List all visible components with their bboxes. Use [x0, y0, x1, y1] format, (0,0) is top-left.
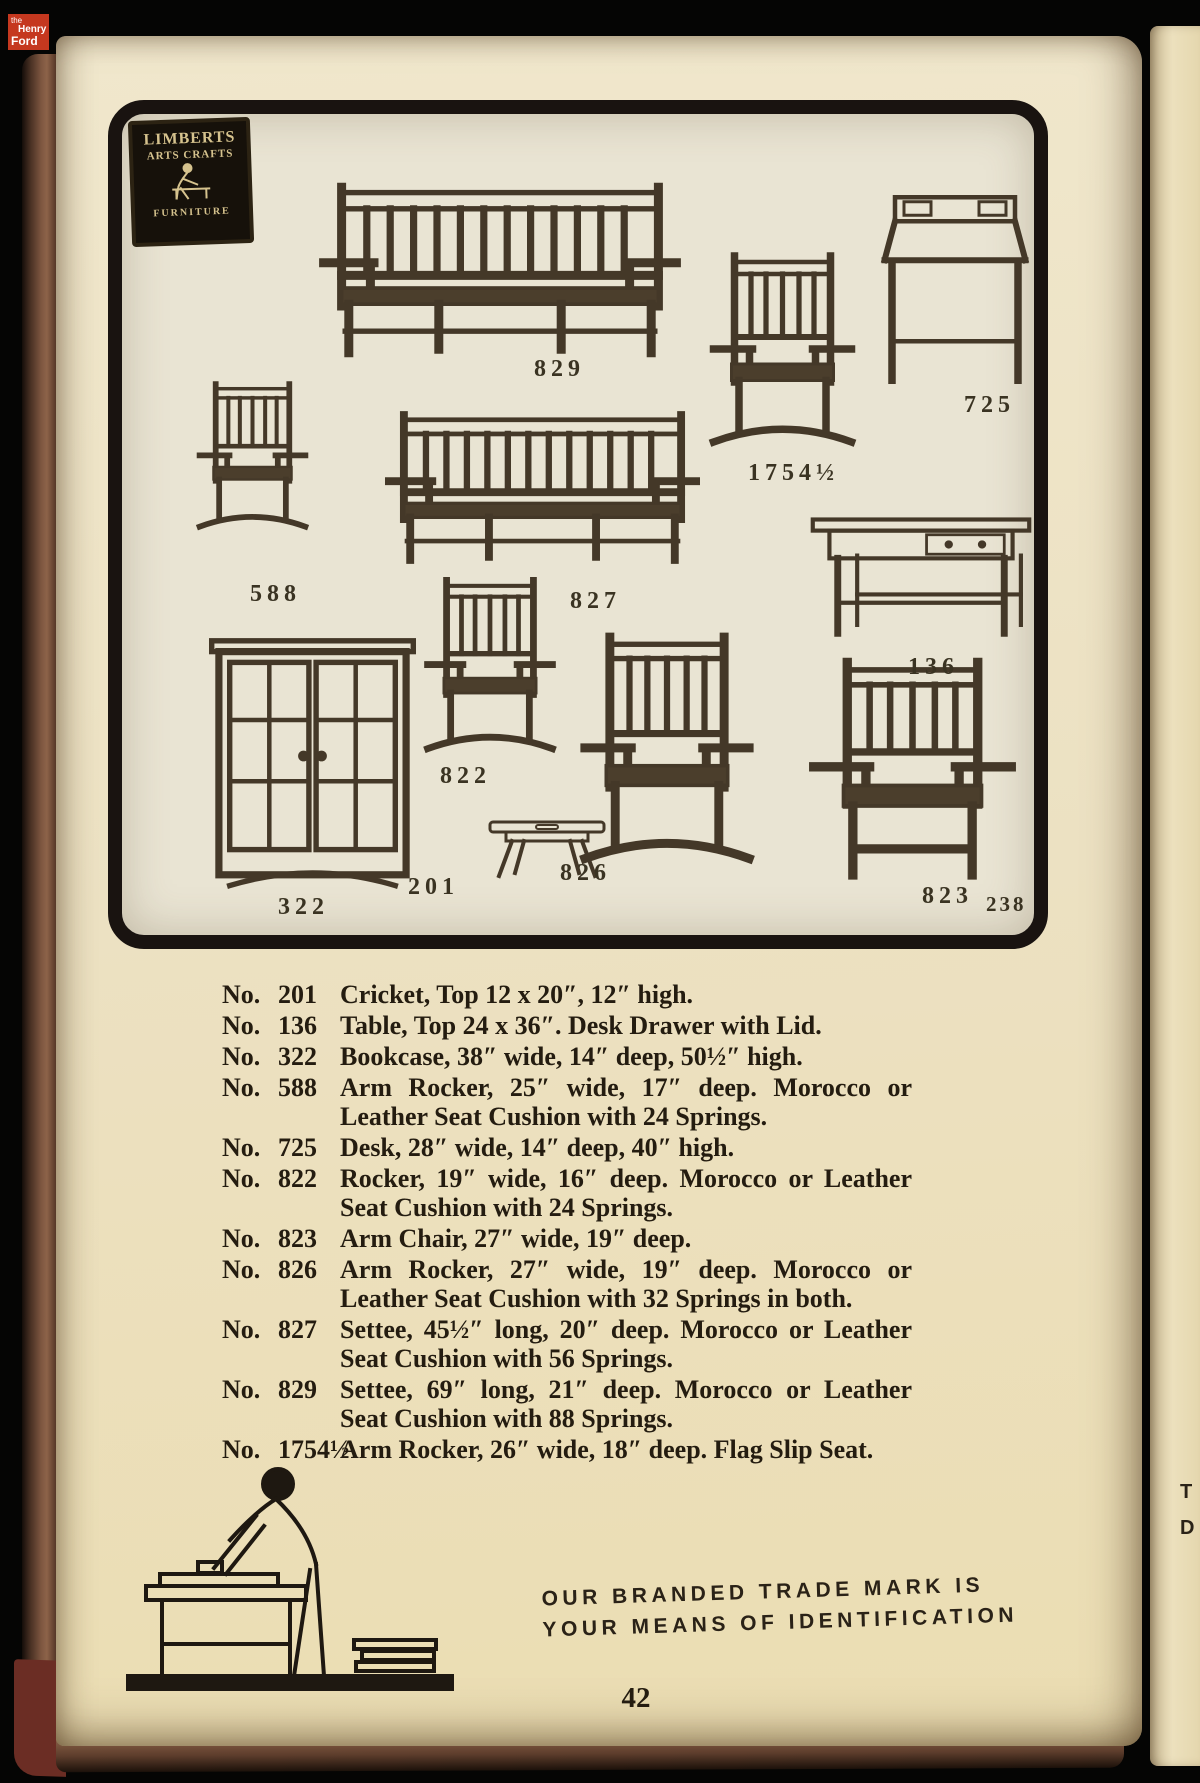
plate-label-1754: 1754½	[748, 460, 839, 486]
row-number: 829	[278, 1375, 317, 1404]
row-description: Rocker, 19″ wide, 16″ deep. Morocco or Leather Seat Cushion with 24 Springs.	[340, 1164, 912, 1222]
catalog-row-588	[222, 1073, 982, 1131]
table-136-illustration	[813, 520, 1029, 634]
catalog-row-725	[222, 1133, 982, 1162]
row-prefix: No.	[222, 1315, 261, 1344]
facing-page-sliver	[1150, 26, 1200, 1766]
row-number: 136	[278, 1011, 317, 1040]
row-prefix: No.	[222, 1073, 261, 1102]
row-prefix: No.	[222, 1224, 261, 1253]
rocker-588-illustration	[200, 384, 306, 527]
row-description: Settee, 69″ long, 21″ deep. Morocco or Leather Seat Cushion with 88 Springs.	[340, 1375, 912, 1433]
plate-label-201: 201	[408, 874, 459, 900]
craftsman-illustration	[126, 1444, 456, 1724]
page-number: 42	[621, 1682, 651, 1714]
logo-ford: Ford	[11, 34, 38, 48]
illustration-plate	[108, 100, 1048, 949]
catalog-row-823	[222, 1224, 982, 1253]
row-number: 1754½	[278, 1435, 350, 1464]
row-number: 201	[278, 980, 317, 1009]
row-description: Bookcase, 38″ wide, 14″ deep, 50½″ high.	[340, 1042, 803, 1071]
plate-label-829: 829	[534, 356, 585, 382]
row-description: Arm Rocker, 25″ wide, 17″ deep. Morocco or Leather Seat Cushion with 24 Springs.	[340, 1073, 912, 1131]
plate-label-822: 822	[440, 763, 491, 789]
badge-line3: FURNITURE	[153, 205, 231, 220]
catalog-row-322	[222, 1042, 982, 1071]
row-prefix: No.	[222, 1133, 261, 1162]
settee-829-illustration	[324, 187, 677, 353]
row-number: 322	[278, 1042, 317, 1071]
row-description: Settee, 45½″ long, 20″ deep. Morocco or Leather Seat Cushion with 56 Springs.	[340, 1315, 912, 1373]
plate-label-322: 322	[278, 894, 329, 920]
row-description: Table, Top 24 x 36″. Desk Drawer with Lid.	[340, 1011, 822, 1040]
badge-line1: LIMBERTS	[143, 128, 236, 149]
tagline-line2: YOUR MEANS OF IDENTIFICATION	[542, 1603, 1019, 1642]
row-description: Arm Rocker, 27″ wide, 19″ deep. Morocco or Leather Seat Cushion with 32 Springs in both.	[340, 1255, 912, 1313]
row-prefix: No.	[222, 1011, 261, 1040]
tagline-line1: OUR BRANDED TRADE MARK IS	[541, 1573, 985, 1611]
bookcase-322-illustration	[212, 641, 414, 886]
rocker-826-illustration	[585, 637, 749, 858]
row-description: Arm Chair, 27″ wide, 19″ deep.	[340, 1224, 692, 1253]
rocker-1754-illustration	[714, 256, 852, 442]
row-prefix: No.	[222, 1375, 261, 1404]
row-prefix: No.	[222, 980, 261, 1009]
facing-page-partial-text-1: T	[1180, 1481, 1195, 1503]
row-number: 823	[278, 1224, 317, 1253]
henry-ford-logo	[8, 14, 49, 50]
plate-label-136: 136	[908, 654, 959, 680]
catalog-row-829	[222, 1375, 982, 1433]
catalog-row-826	[222, 1255, 982, 1313]
row-prefix: No.	[222, 1164, 261, 1193]
catalog-page	[56, 36, 1142, 1746]
settee-827-illustration	[388, 415, 697, 560]
row-description: Arm Rocker, 26″ wide, 18″ deep. Flag Slip Seat.	[340, 1435, 874, 1464]
catalog-row-827	[222, 1315, 982, 1373]
limberts-trademark-badge	[128, 117, 254, 247]
trademark-tagline	[541, 1569, 1018, 1646]
plate-label-826: 826	[560, 860, 611, 886]
row-description: Desk, 28″ wide, 14″ deep, 40″ high.	[340, 1133, 735, 1162]
logo-henry: Henry	[18, 24, 47, 35]
logo-the: the	[11, 16, 23, 25]
rocker-822-illustration	[428, 580, 553, 748]
plate-corner-number: 238	[986, 892, 1027, 916]
desk-725-illustration	[885, 197, 1026, 380]
row-number: 588	[278, 1073, 317, 1102]
badge-line2: ARTS CRAFTS	[146, 147, 234, 163]
furniture-illustrations	[122, 114, 1034, 935]
row-description: Cricket, Top 12 x 20″, 12″ high.	[340, 980, 694, 1009]
plate-label-588: 588	[250, 581, 301, 607]
row-number: 827	[278, 1315, 317, 1344]
catalog-item-list	[222, 980, 982, 1466]
plate-label-725: 725	[964, 392, 1015, 418]
craftsman-glyph	[167, 160, 214, 202]
row-prefix: No.	[222, 1255, 261, 1284]
catalog-row-822	[222, 1164, 982, 1222]
plate-label-827: 827	[570, 588, 621, 614]
row-prefix: No.	[222, 1042, 261, 1071]
facing-page-partial-text-2: D	[1180, 1517, 1197, 1539]
row-prefix: No.	[222, 1435, 261, 1464]
catalog-row-201	[222, 980, 982, 1009]
row-number: 826	[278, 1255, 317, 1284]
armchair-823-illustration	[814, 662, 1012, 874]
plate-label-823: 823	[922, 883, 973, 909]
catalog-row-136	[222, 1011, 982, 1040]
row-number: 822	[278, 1164, 317, 1193]
row-number: 725	[278, 1133, 317, 1162]
